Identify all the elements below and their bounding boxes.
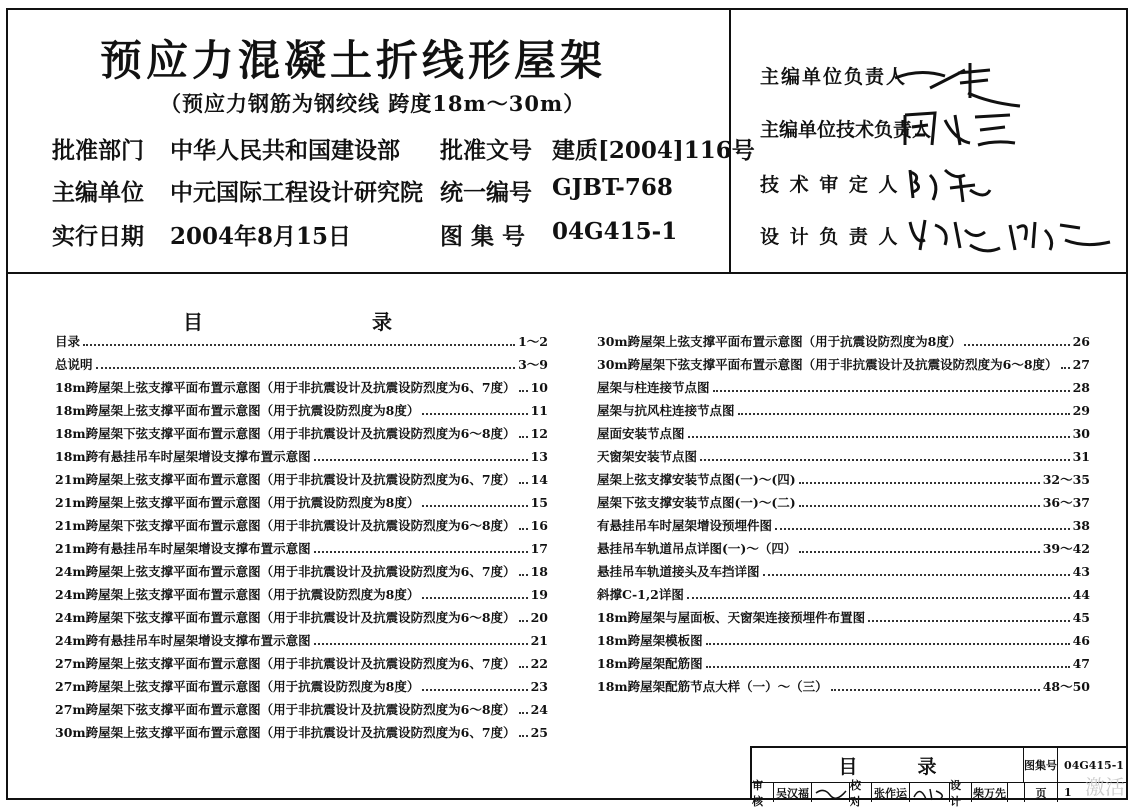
toc-entry (597, 378, 1090, 401)
toc-entry (55, 447, 548, 470)
responsible-chief: 主编单位负责人 (760, 66, 908, 88)
value: 2004年8月15日 (170, 223, 352, 250)
checker-signature (910, 783, 950, 802)
dot-leader (314, 643, 528, 645)
toc-entry (597, 677, 1090, 700)
toc-entry-title: 30m跨屋架上弦支撑平面布置示意图（用于抗震设防烈度为8度） (597, 334, 962, 349)
dot-leader (519, 528, 528, 530)
toc-entry (597, 516, 1090, 539)
toc-entry (597, 447, 1090, 470)
dot-leader (688, 436, 1070, 438)
toc-entry (55, 539, 548, 562)
dot-leader (519, 666, 528, 668)
toc-entry-title: 屋面安装节点图 (597, 426, 685, 441)
dot-leader (700, 459, 1070, 461)
toc-entry (55, 401, 548, 424)
toc-heading-left: 目 (183, 310, 203, 334)
dot-leader (519, 735, 528, 737)
responsible-tech: 主编单位技术负责人 (760, 119, 932, 141)
dot-leader (831, 689, 1040, 691)
dot-leader (519, 712, 528, 714)
toc-entry-title: 21m跨有悬挂吊车时屋架增设支撑布置示意图 (55, 541, 311, 556)
dot-leader (83, 344, 515, 346)
dot-leader (519, 574, 528, 576)
toc-entry-page: 44 (1072, 587, 1090, 602)
check-label: 校对 (850, 783, 872, 802)
toc-entry-page: 19 (530, 587, 548, 602)
dot-leader (422, 505, 527, 507)
dot-leader (706, 666, 1070, 668)
toc-entry (55, 585, 548, 608)
toc-entry-page: 31 (1072, 449, 1090, 464)
toc-entry-title: 18m跨屋架上弦支撑平面布置示意图（用于非抗震设计及抗震设防烈度为6、7度） (55, 380, 516, 395)
toc-entry-page: 15 (530, 495, 548, 510)
toc-entry-title: 天窗架安装节点图 (597, 449, 698, 464)
toc-entry-title: 18m跨屋架上弦支撑平面布置示意图（用于抗震设防烈度为8度） (55, 403, 420, 418)
toc-entry-title: 屋架与柱连接节点图 (597, 380, 710, 395)
toc-entry (55, 355, 548, 378)
toc-entry-title: 24m跨有悬挂吊车时屋架增设支撑布置示意图 (55, 633, 311, 648)
toc-entry-page: 23 (530, 679, 548, 694)
dot-leader (706, 643, 1070, 645)
title-right: 录 (917, 755, 937, 778)
dot-leader (964, 344, 1069, 346)
dot-leader (1061, 367, 1070, 369)
toc-entry (55, 516, 548, 539)
toc-entry-title: 24m跨屋架下弦支撑平面布置示意图（用于非抗震设计及抗震设防烈度为6～8度） (55, 610, 516, 625)
page-number: 1 (1064, 786, 1072, 799)
toc-entry-page: 27 (1072, 357, 1090, 372)
dot-leader (519, 620, 528, 622)
atlas-label: 图集号 (1024, 748, 1058, 782)
toc-entry-title: 总说明 (55, 357, 93, 372)
design-label: 设计 (950, 783, 972, 802)
checker-name: 张作运 (872, 783, 910, 802)
dot-leader (799, 482, 1040, 484)
page-label: 页 (1024, 783, 1058, 802)
toc-entry-title: 21m跨屋架上弦支撑平面布置示意图（用于非抗震设计及抗震设防烈度为6、7度） (55, 472, 516, 487)
toc-entry-title: 悬挂吊车轨道吊点详图(一)～（四） (597, 541, 797, 556)
toc-entry-title: 屋架下弦支撑安装节点图(一)～(二) (597, 495, 796, 510)
toc-heading-right: 录 (372, 310, 392, 334)
dot-leader (868, 620, 1069, 622)
toc-entry-page: 26 (1072, 334, 1090, 349)
toc-entry (55, 608, 548, 631)
toc-entry (597, 355, 1090, 378)
title-block (750, 746, 1128, 808)
toc-entry-page: 32～35 (1042, 472, 1090, 487)
dot-leader (799, 551, 1039, 553)
toc-entry-title: 18m跨屋架下弦支撑平面布置示意图（用于非抗震设计及抗震设防烈度为6～8度） (55, 426, 516, 441)
toc-entry (55, 562, 548, 585)
toc-entry (597, 654, 1090, 677)
reviewer-name: 吴汉福 (774, 783, 812, 802)
toc-right-column (597, 332, 1090, 700)
toc-entry-page: 48～50 (1042, 679, 1090, 694)
toc-entry-page: 22 (530, 656, 548, 671)
signature-4 (905, 210, 1115, 260)
toc-entry-page: 46 (1072, 633, 1090, 648)
responsible-review: 技 术 审 定 人 (760, 174, 900, 196)
dot-leader (519, 482, 528, 484)
label: 批准文号 (440, 137, 532, 164)
dot-leader (422, 597, 527, 599)
toc-entry (597, 608, 1090, 631)
toc-entry (55, 470, 548, 493)
value: 中华人民共和国建设部 (170, 137, 400, 164)
dot-leader (96, 367, 516, 369)
toc-entry-title: 18m跨屋架配筋图 (597, 656, 703, 671)
dot-leader (738, 413, 1070, 415)
toc-entry-page: 38 (1072, 518, 1090, 533)
toc-entry-title: 18m跨屋架与屋面板、天窗架连接预埋件布置图 (597, 610, 866, 625)
toc-entry-title: 21m跨屋架上弦支撑平面布置示意图（用于抗震设防烈度为8度） (55, 495, 420, 510)
label: 实行日期 (52, 223, 144, 250)
toc-entry-page: 29 (1072, 403, 1090, 418)
toc-entry-page: 13 (530, 449, 548, 464)
dot-leader (763, 574, 1070, 576)
title-cell (752, 748, 1024, 782)
toc-entry (597, 562, 1090, 585)
toc-entry-title: 27m跨屋架上弦支撑平面布置示意图（用于非抗震设计及抗震设防烈度为6、7度） (55, 656, 516, 671)
toc-entry-title: 有悬挂吊车时屋架增设预埋件图 (597, 518, 773, 533)
dot-leader (519, 436, 528, 438)
dot-leader (799, 505, 1040, 507)
atlas-subtitle: （预应力钢筋为钢绞线 跨度18m～30m） (160, 91, 586, 116)
reviewer-signature (812, 783, 850, 802)
toc-entry-page: 1～2 (518, 334, 548, 349)
toc-entry-title: 悬挂吊车轨道接头及车挡详图 (597, 564, 760, 579)
toc-entry-page: 24 (530, 702, 548, 717)
toc-entry (597, 401, 1090, 424)
signature-3 (905, 160, 995, 205)
toc-entry-page: 16 (530, 518, 548, 533)
designer-name: 柴万先 (972, 783, 1008, 802)
dot-leader (687, 597, 1070, 599)
toc-entry (597, 493, 1090, 516)
toc-entry-page: 30 (1072, 426, 1090, 441)
toc-entry (55, 424, 548, 447)
toc-entry (55, 677, 548, 700)
toc-entry-page: 14 (530, 472, 548, 487)
toc-entry-page: 10 (530, 380, 548, 395)
toc-entry-title: 18m跨屋架配筋节点大样（一）～（三） (597, 679, 828, 694)
dot-leader (422, 689, 527, 691)
toc-entry-title: 30m跨屋架上弦支撑平面布置示意图（用于非抗震设计及抗震设防烈度为6、7度） (55, 725, 516, 740)
toc-entry (597, 539, 1090, 562)
toc-entry (55, 631, 548, 654)
dot-leader (314, 459, 528, 461)
toc-entry (597, 585, 1090, 608)
toc-entry-title: 斜撑C-1,2详图 (597, 587, 684, 602)
toc-entry (597, 332, 1090, 355)
signature-2 (900, 105, 1020, 155)
toc-entry-page: 17 (530, 541, 548, 556)
atlas-title: 预应力混凝土折线形屋架 (100, 36, 607, 85)
toc-entry-title: 18m跨屋架模板图 (597, 633, 703, 648)
toc-entry-title: 30m跨屋架下弦支撑平面布置示意图（用于非抗震设计及抗震设防烈度为6～8度） (597, 357, 1058, 372)
designer-signature (1008, 783, 1024, 802)
label: 统一编号 (440, 179, 532, 206)
dot-leader (422, 413, 527, 415)
toc-entry-page: 12 (530, 426, 548, 441)
toc-entry-title: 27m跨屋架下弦支撑平面布置示意图（用于非抗震设计及抗震设防烈度为6～8度） (55, 702, 516, 717)
toc-entry-title: 目录 (55, 334, 81, 349)
label: 图 集 号 (440, 223, 526, 250)
toc-entry (55, 700, 548, 723)
toc-entry-page: 43 (1072, 564, 1090, 579)
toc-entry (55, 378, 548, 401)
toc-entry-page: 45 (1072, 610, 1090, 625)
dot-leader (519, 390, 528, 392)
dot-leader (314, 551, 528, 553)
toc-entry (597, 470, 1090, 493)
review-label: 审核 (752, 783, 774, 802)
value: GJBT-768 (552, 174, 673, 201)
signature-1 (890, 48, 1030, 108)
toc-entry-title: 屋架与抗风柱连接节点图 (597, 403, 735, 418)
toc-entry-page: 21 (530, 633, 548, 648)
toc-entry-page: 25 (530, 725, 548, 740)
toc-entry-page: 3～9 (518, 357, 548, 372)
toc-entry-page: 28 (1072, 380, 1090, 395)
toc-entry-title: 24m跨屋架上弦支撑平面布置示意图（用于非抗震设计及抗震设防烈度为6、7度） (55, 564, 516, 579)
toc-entry-page: 20 (530, 610, 548, 625)
toc-entry-page: 11 (530, 403, 548, 418)
value: 建质[2004]116号 (552, 137, 755, 164)
value: 04G415-1 (552, 218, 678, 245)
watermark: 激活 (1085, 775, 1125, 799)
responsible-design: 设 计 负 责 人 (760, 226, 900, 248)
toc-entry (597, 424, 1090, 447)
label: 批准部门 (52, 137, 144, 164)
toc-left-column (55, 332, 548, 746)
toc-entry-title: 18m跨有悬挂吊车时屋架增设支撑布置示意图 (55, 449, 311, 464)
toc-entry-page: 18 (530, 564, 548, 579)
dot-leader (775, 528, 1070, 530)
title-left: 目 (838, 755, 858, 778)
toc-entry (55, 493, 548, 516)
label: 主编单位 (52, 179, 144, 206)
toc-entry-title: 24m跨屋架上弦支撑平面布置示意图（用于抗震设防烈度为8度） (55, 587, 420, 602)
toc-entry (55, 723, 548, 746)
toc-entry-page: 39～42 (1042, 541, 1090, 556)
dot-leader (713, 390, 1070, 392)
atlas-no: 04G415-1 (1064, 758, 1124, 772)
toc-entry-title: 21m跨屋架下弦支撑平面布置示意图（用于非抗震设计及抗震设防烈度为6～8度） (55, 518, 516, 533)
value: 中元国际工程设计研究院 (170, 179, 423, 206)
toc-entry (597, 631, 1090, 654)
toc-entry-title: 27m跨屋架上弦支撑平面布置示意图（用于抗震设防烈度为8度） (55, 679, 420, 694)
toc-entry-page: 36～37 (1042, 495, 1090, 510)
toc-entry-title: 屋架上弦支撑安装节点图(一)～(四) (597, 472, 796, 487)
toc-entry (55, 332, 548, 355)
toc-entry (55, 654, 548, 677)
toc-entry-page: 47 (1072, 656, 1090, 671)
